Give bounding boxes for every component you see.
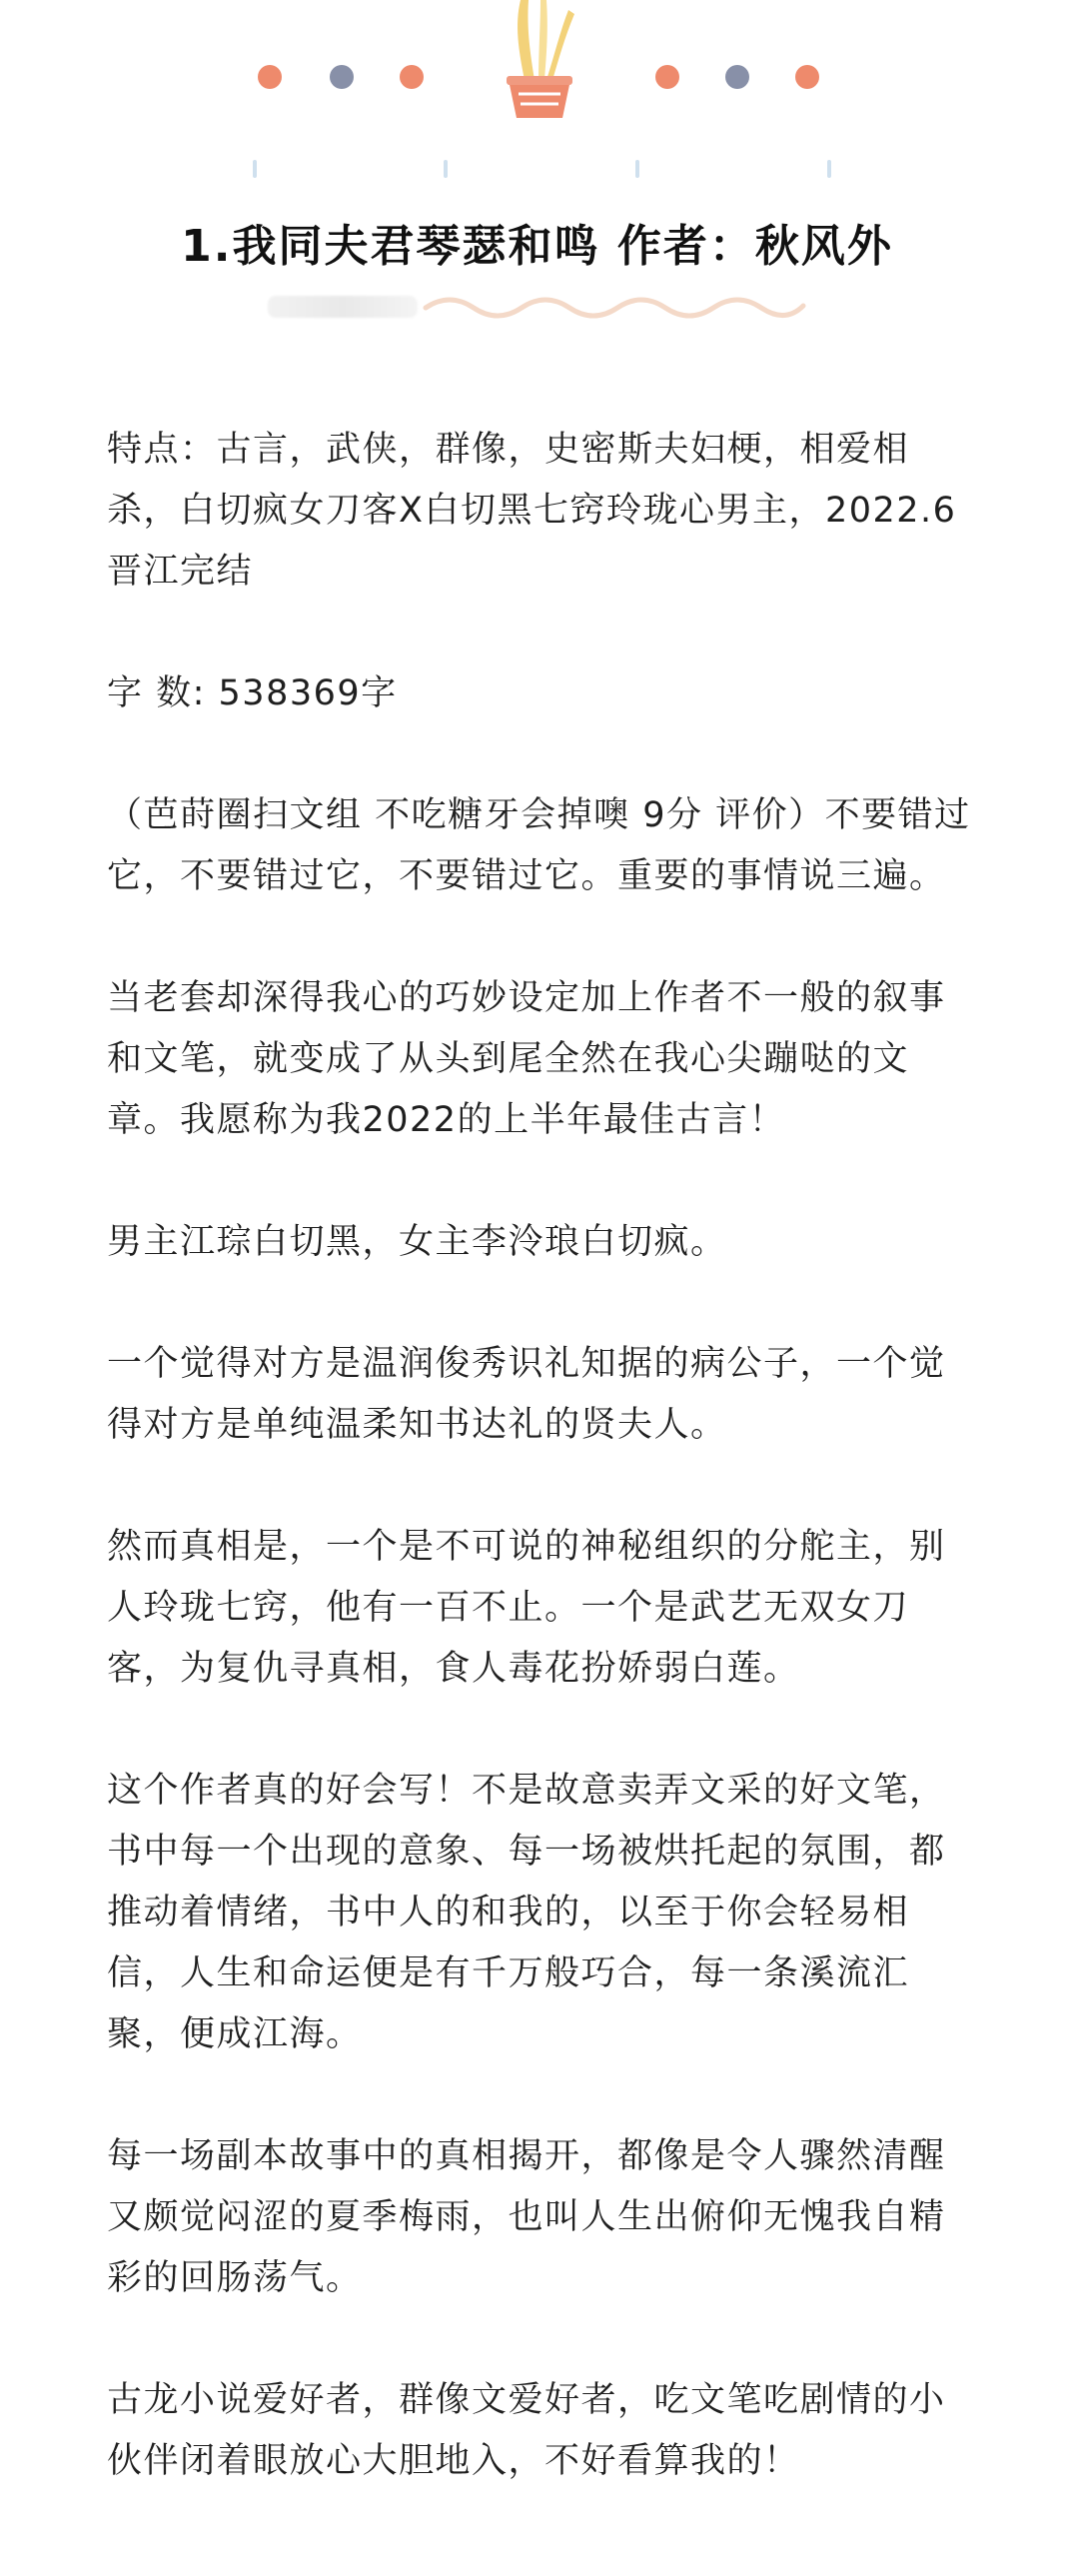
divider-tick <box>635 160 639 178</box>
paragraph: 这个作者真的好会写！不是故意卖弄文采的好文笔，书中每一个出现的意象、每一场被烘托起的氛围，都推动着情绪，书中人的和我的，以至于你会轻易相信，人生和命运便是有千万般巧合，每一条溪流汇聚，便成江海。 <box>107 1771 946 2054</box>
orange-dot-icon <box>400 65 424 89</box>
divider-tick <box>444 160 448 178</box>
orange-dot-icon <box>258 65 282 89</box>
paragraph: 古龙小说爱好者，群像文爱好者，吃文笔吃剧情的小伙伴闭着眼放心大胆地入，不好看算我的！ <box>107 2380 946 2481</box>
divider-tick <box>253 160 257 178</box>
paragraph: 一个觉得对方是温润俊秀识礼知据的病公子，一个觉得对方是单纯温柔知书达礼的贤夫人。 <box>107 1344 946 1445</box>
paragraph: 特点：古言，武侠，群像，史密斯夫妇梗，相爱相杀，白切疯女刀客X白切黑七窍玲珑心男主，2022.6晋江完结 <box>107 430 957 592</box>
article-title: 1.我同夫君琴瑟和鸣 作者：秋风外 <box>181 221 893 272</box>
gray-dot-icon <box>725 65 749 89</box>
article-header <box>0 0 1074 340</box>
paragraph: 字 数: 538369字 <box>107 673 398 713</box>
paragraph: （芭莳圈扫文组 不吃糖牙会掉噢 9分 评价）不要错过它，不要错过它，不要错过它。重要的事情说三遍。 <box>107 795 971 896</box>
article-body <box>107 420 976 2553</box>
plant-pot-icon <box>495 0 584 125</box>
wave-divider-icon <box>420 288 809 322</box>
divider-tick <box>827 160 831 178</box>
gray-dot-icon <box>330 65 354 89</box>
paragraph: 当老套却深得我心的巧妙设定加上作者不一般的叙事和文笔，就变成了从头到尾全然在我心尖蹦哒的文章。我愿称为我2022的上半年最佳古言！ <box>107 978 946 1140</box>
blurred-watermark <box>268 296 418 318</box>
paragraph: 男主江琮白切黑，女主李泠琅白切疯。 <box>107 1222 727 1262</box>
orange-dot-icon <box>795 65 819 89</box>
orange-dot-icon <box>655 65 679 89</box>
paragraph: 每一场副本故事中的真相揭开，都像是令人骤然清醒又颇觉闷涩的夏季梅雨，也叫人生出俯仰无愧我自精彩的回肠荡气。 <box>107 2136 946 2298</box>
paragraph: 然而真相是，一个是不可说的神秘组织的分舵主，别人玲珑七窍，他有一百不止。一个是武艺无双女刀客，为复仇寻真相，食人毒花扮娇弱白莲。 <box>107 1527 946 1689</box>
